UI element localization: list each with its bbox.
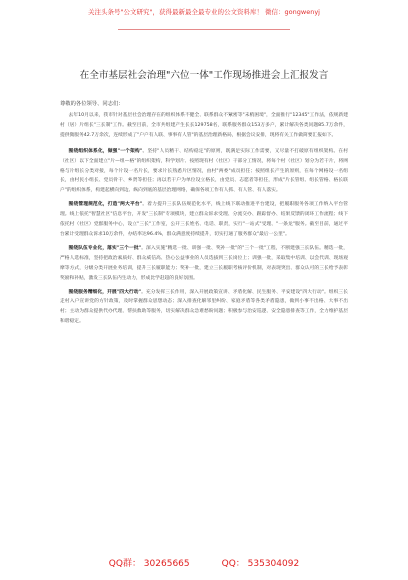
document-body [60, 100, 348, 331]
qq-number-text: QQ： 535304092 [221, 559, 300, 569]
intro-paragraph: 去年10月以来，我市针对基层社会治理存在的组织体系不健全、联系群众不紧密等"末梢困境"，全面推行"12345"工作法，依规新建村（居）片组长"三长制"工作。截至目前，全市共组建产生长长129758名，联系服务群众153万多户，累计解决各类问题85.7万余件，提供微服务42.7万余次，连续形成了"户户有人联、事事有人管"的基层治理新格局，根据会议安排，现将有关工作做简要汇报如下。 [60, 113, 348, 138]
section-paragraph [60, 147, 348, 197]
section-text: 。充分发挥三长作用，深入开展政策宣讲、矛盾化解、民生服务、平安建设"四大行动"。组织三长走村入户宣讲党的方针政策，及时掌握群众思想动态；深入排查化解邻里纠纷、家庭矛盾等各类矛盾隐患，做到小事不出格、大事不出村；主动为群众提供代办代理、帮扶救助等服务，切实解决群众急难愁盼问题；积极参与治安巡逻、安全隐患排查等工作，全力维护基层和谐稳定。 [60, 289, 348, 325]
header-divider [118, 29, 290, 30]
promo-banner-text: 关注头条号"公文研究"，获得最新最全最专业的公文资料库！ 微信：gongwenyj [88, 8, 320, 16]
section-text: 。坚持"人员精干、结构稳定"的原则，既满足实际工作需要，又尽量不打破原有组织架构。在村（社区）以下全面建立"片—组—格"的组织架构，科学划片、按照现有村（社区）干部分工情况，将每个村（社区）划分为若干片，将网格与片组长分类对接，每个片设一名片长，要求片长熟悉片区情况，由村"两委"成员担任；按照组长产生的原则，在每个网格设一名组长，由村民小组长、党员骨干、乡贤等担任；再以若干户为单位设立格长，由党员、志愿者等担任，形成"片长管组、组长管格、格长联户"的组织体系，构建起横向到边、纵向到底的基层治理网络，确保各项工作有人抓、有人管、有人落实。 [60, 148, 348, 194]
section-text: 。着力提升三长队伍规范化水平，线上线下联动推进平台建设，把履职服务各项工作纳入平台管理。线上依托"智慧社区"信息平台，开发"三长制"专项模块，建立群众诉求受理、分流交办、跟踪督办、结果反馈的闭环工作流程；线下依托村（社区）党群服务中心，设立"三长"工作室，公开三长姓名、电话、职责，实行"一站式"受理、"一条龙"服务。截至目前，通过平台累计受理群众诉求10万余件，办结率达96.4%，群众满意度持续提升，切实打通了服务群众"最后一公里"。 [60, 202, 348, 237]
promo-banner-subtext: 公文研究 · 资料库 [178, 16, 230, 25]
salutation: 尊敬的各位领导、同志们： [60, 101, 124, 107]
section-heading: 围绕组织体系化，做强"一个架构" [68, 148, 143, 154]
section-heading: 围绕服务精细化，开展"四大行动" [68, 289, 142, 295]
section-paragraph [60, 200, 348, 240]
section-heading: 围绕管理规范化，打造"两大平台" [68, 202, 143, 208]
section-paragraph [60, 244, 348, 284]
section-paragraph [60, 288, 348, 328]
qq-group-text: QQ群： 30265665 [108, 559, 190, 569]
document-title: 在全市基层社会治理"六位一体"工作现场推进会上汇报发言 [79, 70, 329, 81]
section-heading: 围绕队伍专业化，落实"三个一批" [68, 245, 142, 251]
contact-footer [0, 558, 408, 570]
section-text: 。深入实施"精选一批、训强一批、奖补一批"的"三个一批"工程，不断建强三长队伍。精选一批，严格人选标准，坚持把政治素质好、群众威信高、热心公益事业的人员选拔到三长岗位上；训强一批，采取集中培训、以会代训、现场观摩等方式，分级分类开展业务培训，提升三长履职能力；奖补一批，建立三长履职考核评价机制，对表现突出、群众认可的三长给予表彰奖励和补贴，激发三长队伍内生动力，形成比学赶超的良好氛围。 [60, 245, 348, 281]
